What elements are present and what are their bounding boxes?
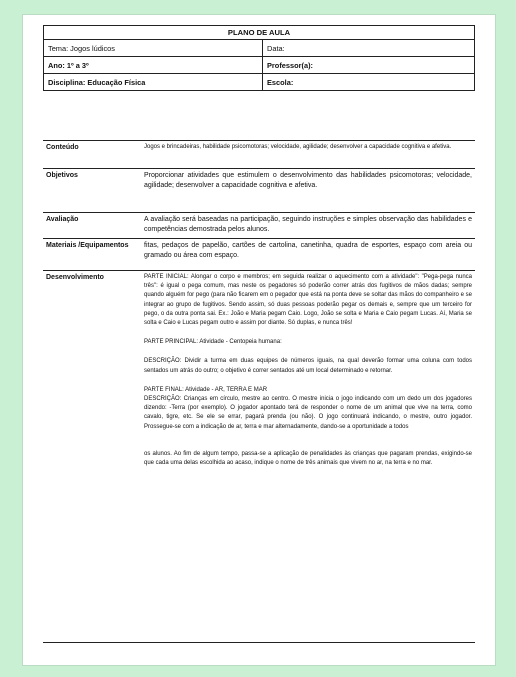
objetivos-text: Proporcionar atividades que estimulem o desenvolvimento das habilidades psicomotoras; velocidade, agilidade; desenvolver a capacidade cognitiva e afetiva.	[141, 169, 475, 213]
conteudo-label: Conteúdo	[43, 141, 141, 169]
dev-parte-principal: PARTE PRINCIPAL: Atividade - Centopeia humana:	[144, 339, 282, 346]
data-field: Data:	[263, 40, 475, 57]
tema-field: Tema: Jogos lúdicos	[44, 40, 263, 57]
row-avaliacao	[43, 213, 475, 239]
row-conteudo	[43, 141, 475, 169]
dev-penalidades: os alunos. Ao fim de algum tempo, passa-se a aplicação de penalidades às crianças que pagaram prendas, exigindo-se que cada uma delas escolhida ao acaso, indique o nome de três animais que vivem no ar, na terra e no mar.	[144, 450, 472, 467]
desenvolvimento-label: Desenvolvimento	[43, 271, 141, 643]
dev-descricao-final: DESCRIÇÃO: Crianças em círculo, mestre ao centro. O mestre inicia o jogo indicando com um dedo um dos jogadores dizendo: -Terra (por exemplo). O jogador apontado terá de responder o nome de um animal que vive na terra, como cavalo, tigre, etc. Se ele se errar, pagará prenda (ou não). O jogo continuará indicando, o mestre, outro jogador. Prossegue-se com a indicação de ar, terra e mar alternadamente, dando-se a oportunidade a todos	[144, 396, 472, 430]
materiais-text: fitas, pedaços de papelão, cartões de cartolina, canetinha, quadra de esportes, espaço com areia ou gramado ou área com espaço.	[141, 239, 475, 271]
row-objetivos	[43, 169, 475, 213]
disciplina-field: Disciplina: Educação Física	[44, 74, 263, 91]
avaliacao-text: A avaliação será baseadas na participação, seguindo instruções e simples observação das habilidades e competências demostrada pelos alunos.	[141, 213, 475, 239]
objetivos-label: Objetivos	[43, 169, 141, 213]
dev-parte-inicial: PARTE INICIAL: Alongar o corpo e membros; em seguida realizar o aquecimento com a atividade": "Pega-pega nunca três": é igual o pega comum, mas neste os pegadores só poderão correr atrás dos fugitivos de mãos dadas; sempre quando alguém for pego (para não ficarem em o pegador que está na ponta deve se soltar das mãos do companheiro e se integrar ao grupo de fugitivos. Sendo assim, só duas pessoas poderão pegar os demais e, sempre que um terceiro for pego, o da outra ponta sai. Ex.: João e Maria pegam Caio. Logo, João se solta e Maria e Caio pegam Lucas. Aí, Maria se solta e Caio e Lucas pegam outro e assim por diante. Só duplas, e nunca três!	[144, 274, 472, 327]
avaliacao-label: Avaliação	[43, 213, 141, 239]
lesson-plan-page	[22, 14, 496, 666]
escola-field: Escola:	[263, 74, 475, 91]
professor-field: Professor(a):	[263, 57, 475, 74]
ano-field: Ano: 1º a 3º	[44, 57, 263, 74]
dev-parte-final: PARTE FINAL: Atividade - AR, TERRA E MAR	[144, 386, 268, 393]
row-desenvolvimento	[43, 271, 475, 643]
header-table	[43, 25, 475, 91]
conteudo-text: Jogos e brincadeiras, habilidade psicomotoras; velocidade, agilidade; desenvolver a capacidade cognitiva e afetiva.	[141, 141, 475, 169]
row-materiais	[43, 239, 475, 271]
desenvolvimento-text	[141, 271, 475, 643]
plan-table	[43, 140, 475, 643]
dev-descricao-principal: DESCRIÇÃO: Dividir a turma em duas equipes de números iguais, na qual deverão formar uma coluna com todos sentados um atrás do outro; o objetivo é correr sentados até um local determinado e retornar.	[144, 358, 472, 374]
page-title: PLANO DE AULA	[44, 26, 475, 40]
materiais-label: Materiais /Equipamentos	[43, 239, 141, 271]
